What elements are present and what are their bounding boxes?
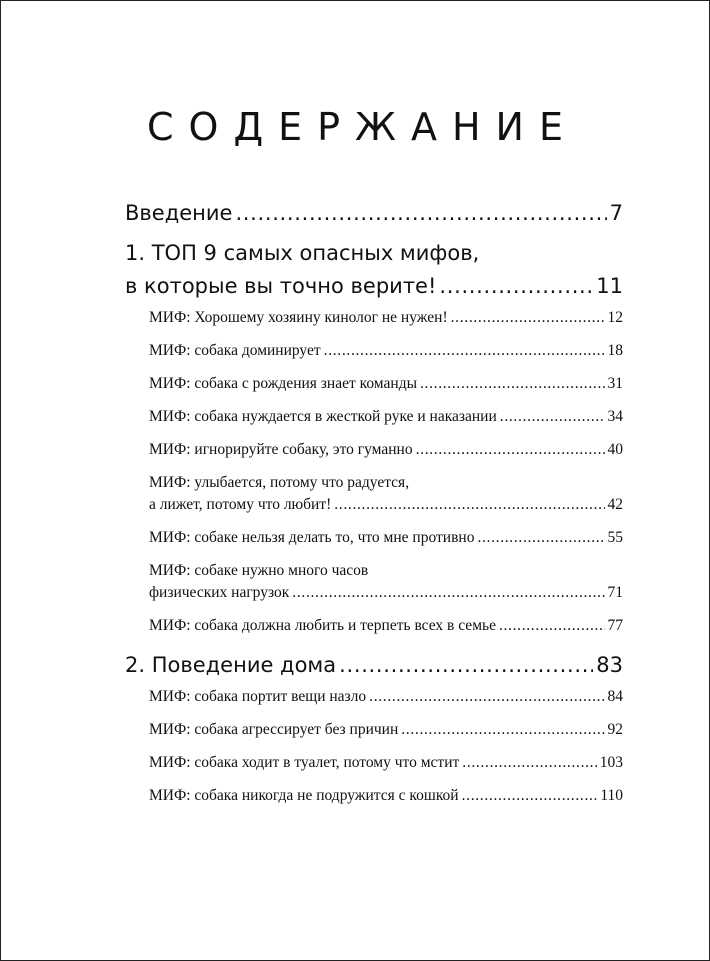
- dot-leader: [369, 686, 604, 708]
- toc-item: [149, 439, 623, 461]
- dot-leader: [420, 373, 605, 395]
- dot-leader: [451, 307, 605, 329]
- toc-line: [149, 785, 623, 807]
- toc-entry-title: Введение: [125, 201, 233, 225]
- toc-line: [149, 406, 623, 428]
- dot-leader: [334, 494, 604, 516]
- toc-line: [149, 560, 623, 582]
- toc-line: [125, 237, 623, 270]
- dot-leader: [292, 582, 604, 604]
- toc-item: [149, 719, 623, 741]
- toc-entry-title: МИФ: собака агрессирует без причин: [149, 721, 399, 738]
- toc-section: [125, 197, 623, 230]
- toc-line: [149, 373, 623, 395]
- dot-leader: [416, 439, 605, 461]
- toc-entry-title: МИФ: собака с рождения знает команды: [149, 375, 417, 392]
- toc-item: [149, 615, 623, 637]
- toc-page-number: 83: [596, 653, 623, 677]
- toc-entry-title: а лижет, потому что любит!: [149, 496, 332, 513]
- dot-leader: [462, 785, 598, 807]
- toc-page-number: 34: [607, 408, 623, 425]
- toc-line: [149, 527, 623, 549]
- toc-item: [149, 373, 623, 395]
- toc-line: [149, 719, 623, 741]
- toc-item: [149, 686, 623, 708]
- toc-line: [149, 582, 623, 604]
- toc-entry-title: МИФ: Хорошему хозяину кинолог не нужен!: [149, 309, 448, 326]
- page-title: СОДЕРЖАНИЕ: [147, 105, 578, 149]
- dot-leader: [477, 527, 604, 549]
- toc-item: [149, 527, 623, 549]
- toc-line: [149, 307, 623, 329]
- toc-line: [125, 270, 623, 303]
- dot-leader: [401, 719, 604, 741]
- toc-page-number: 84: [607, 688, 623, 705]
- toc-page-number: 40: [607, 441, 623, 458]
- toc-entry-title: в которые вы точно верите!: [125, 274, 437, 298]
- toc-page-number: 103: [599, 754, 623, 771]
- toc-entry-title: МИФ: улыбается, потому что радуется,: [149, 474, 410, 491]
- toc-page-number: 12: [607, 309, 623, 326]
- toc-item: [149, 472, 623, 516]
- toc-entry-title: МИФ: собака должна любить и терпеть всех в семье: [149, 617, 496, 634]
- toc-entry-title: 1. ТОП 9 самых опасных мифов,: [125, 241, 480, 265]
- toc-item: [149, 560, 623, 604]
- toc-line: [149, 494, 623, 516]
- toc-entry-title: физических нагрузок: [149, 584, 290, 601]
- toc-item: [149, 785, 623, 807]
- dot-leader: [324, 340, 605, 362]
- toc-entry-title: МИФ: собака портит вещи назло: [149, 688, 367, 705]
- toc-item: [149, 406, 623, 428]
- toc-item: [149, 340, 623, 362]
- toc-line: [149, 615, 623, 637]
- dot-leader: [439, 270, 593, 303]
- toc-line: [149, 752, 623, 774]
- toc-page-number: 7: [609, 201, 623, 225]
- toc-section: [125, 649, 623, 682]
- toc-entry-title: МИФ: собака доминирует: [149, 342, 321, 359]
- toc-page-number: 71: [607, 584, 623, 601]
- toc-entry-title: 2. Поведение дома: [125, 653, 337, 677]
- dot-leader: [500, 406, 605, 428]
- toc-page-number: 42: [607, 496, 623, 513]
- table-of-contents: [125, 197, 623, 807]
- toc-entry-title: МИФ: собака никогда не подружится с кошкой: [149, 787, 459, 804]
- toc-page-number: 92: [607, 721, 623, 738]
- dot-leader: [235, 197, 606, 230]
- toc-page-number: 77: [607, 617, 623, 634]
- toc-line: [125, 197, 623, 230]
- dot-leader: [499, 615, 605, 637]
- toc-entry-title: МИФ: собаке нельзя делать то, что мне противно: [149, 529, 475, 546]
- toc-entry-title: МИФ: собаке нужно много часов: [149, 562, 369, 579]
- toc-page-number: 18: [607, 342, 623, 359]
- toc-entry-title: МИФ: собака ходит в туалет, потому что мстит: [149, 754, 460, 771]
- toc-entry-title: МИФ: собака нуждается в жесткой руке и наказании: [149, 408, 497, 425]
- toc-section: [125, 237, 623, 303]
- toc-line: [149, 686, 623, 708]
- toc-item: [149, 307, 623, 329]
- toc-line: [149, 439, 623, 461]
- toc-page-number: 31: [607, 375, 623, 392]
- toc-item: [149, 752, 623, 774]
- dot-leader: [462, 752, 596, 774]
- toc-page-number: 11: [596, 274, 623, 298]
- toc-entry-title: МИФ: игнорируйте собаку, это гуманно: [149, 441, 413, 458]
- toc-page-number: 55: [607, 529, 623, 546]
- toc-line: [149, 472, 623, 494]
- toc-line: [149, 340, 623, 362]
- toc-page-number: 110: [600, 787, 623, 804]
- toc-line: [125, 649, 623, 682]
- dot-leader: [339, 649, 593, 682]
